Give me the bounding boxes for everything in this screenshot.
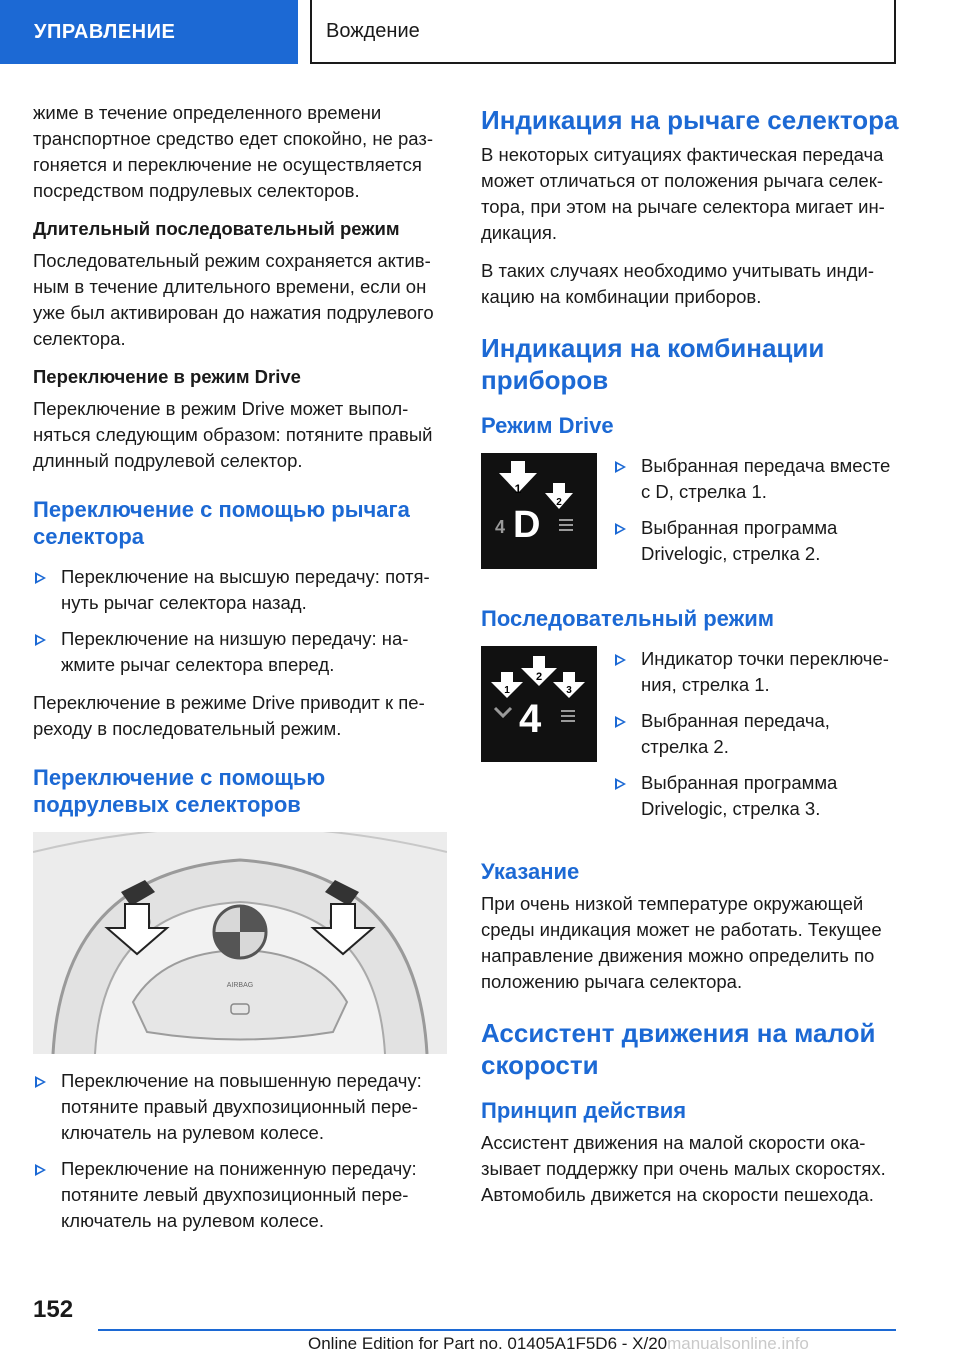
lever-heading: Переключение с помощью рычага селектора <box>33 497 410 549</box>
steering-wheel-icon <box>33 832 447 1054</box>
list-item-text: Выбранная передача вместе с D, стрелка 1. <box>641 455 891 502</box>
lever-note: Переключение в режиме Drive приводит к пе-реходу в последовательный режим. <box>33 692 425 739</box>
lever-indication-p2: В таких случаях необходимо учитывать инди-кацию на комбинации приборов. <box>481 260 875 307</box>
arrow-3-label: 3 <box>566 685 572 696</box>
triangle-bullet-icon <box>35 1164 46 1176</box>
drive-mode-row <box>481 453 901 577</box>
seq-mode-row <box>481 646 901 832</box>
triangle-bullet-icon <box>615 716 626 728</box>
drive-display-icon <box>481 453 597 569</box>
list-item-text: Переключение на пониженную передачу: потяните левый двухпозиционный пере-ключатель на рулевом колесе. <box>61 1158 417 1231</box>
drive-switch-paragraph: Переключение в режим Drive может выпол-няться следующим образом: потяните правый длинный подрулевой селектор. <box>33 398 433 471</box>
list-item <box>613 453 901 505</box>
watermark-text: manualsonline.info <box>667 1334 809 1353</box>
sequential-gear-number: 4 <box>519 697 542 741</box>
seq-mode-heading: Последовательный режим <box>481 606 774 631</box>
intro-paragraph: жиме в течение определенного времени транспортное средство едет спокойно, не раз-гоняется и переключение не осуществляется посредством подрулевых селекторов. <box>33 102 433 201</box>
arrow-1-label: 1 <box>504 685 510 696</box>
list-item <box>613 646 901 698</box>
list-item <box>613 708 901 760</box>
chapter-title: УПРАВЛЕНИЕ <box>34 20 176 43</box>
list-item <box>613 770 901 822</box>
seq-mode-list <box>613 646 901 832</box>
principle-heading: Принцип действия <box>481 1098 687 1123</box>
note-heading: Указание <box>481 859 580 884</box>
triangle-bullet-icon <box>35 634 46 646</box>
principle-paragraph: Ассистент движения на малой скорости ока-зывает поддержку при очень малых скоростях. Автомобиль движется на скорости пешехода. <box>481 1132 886 1205</box>
lever-indication-heading: Индикация на рычаге селектора <box>481 105 899 135</box>
list-item <box>33 1156 453 1234</box>
drive-mode-heading: Режим Drive <box>481 413 614 438</box>
page-number: 152 <box>33 1296 74 1323</box>
list-item <box>33 626 453 678</box>
triangle-bullet-icon <box>615 778 626 790</box>
list-item-text: Индикатор точки переключе-ния, стрелка 1. <box>641 648 889 695</box>
long-seq-heading: Длительный последовательный режим <box>33 218 400 239</box>
footer-edition <box>308 1334 809 1354</box>
paddle-list <box>33 1068 453 1234</box>
list-item-text: Переключение на низшую передачу: на-жмите рычаг селектора вперед. <box>61 628 409 675</box>
triangle-bullet-icon <box>615 461 626 473</box>
right-column <box>481 104 901 1220</box>
list-item <box>613 515 901 567</box>
arrow-2-label: 2 <box>556 497 562 508</box>
lever-indication-p1: В некоторых ситуациях фактическая передача может отличаться от положения рычага селек-тора, при этом на рычаге селектора мигает ин-дикация. <box>481 144 885 243</box>
drive-gear-letter: D <box>513 504 541 546</box>
current-gear-small: 4 <box>495 517 506 537</box>
list-item <box>33 1068 453 1146</box>
arrow-2-label: 2 <box>535 671 543 683</box>
triangle-bullet-icon <box>35 1076 46 1088</box>
sequential-display-icon <box>481 646 597 762</box>
note-paragraph: При очень низкой температуре окружающей среды индикация может не работать. Текущее направление движения можно определить по положению рычага селектора. <box>481 893 882 992</box>
drive-switch-heading: Переключение в режим Drive <box>33 366 301 387</box>
section-header <box>310 0 896 64</box>
section-title: Вождение <box>326 19 420 42</box>
triangle-bullet-icon <box>35 572 46 584</box>
triangle-bullet-icon <box>615 523 626 535</box>
steering-wheel-illustration <box>33 832 447 1054</box>
list-item-text: Переключение на повышенную передачу: потяните правый двухпозиционный пере-ключатель на рулевом колесе. <box>61 1070 422 1143</box>
list-item-text: Переключение на высшую передачу: потя-нуть рычаг селектора назад. <box>61 566 430 613</box>
list-item-text: Выбранная передача, стрелка 2. <box>641 710 830 757</box>
assist-heading: Ассистент движения на малой скорости <box>481 1018 876 1080</box>
chapter-tab <box>0 0 298 64</box>
arrow-1-label: 1 <box>514 482 522 496</box>
list-item-text: Выбранная программа Drivelogic, стрелка 3. <box>641 772 838 819</box>
drive-mode-display <box>481 453 597 569</box>
list-item <box>33 564 453 616</box>
long-seq-paragraph: Последовательный режим сохраняется актив-ным в течение длительного времени, если он уже был активирован до нажатия подрулевого селектора. <box>33 250 434 349</box>
list-item-text: Выбранная программа Drivelogic, стрелка 2. <box>641 517 838 564</box>
cluster-heading: Индикация на комбинации приборов <box>481 333 825 395</box>
airbag-label: AIRBAG <box>226 982 254 989</box>
lever-list <box>33 564 453 678</box>
edition-text: Online Edition for Part no. 01405A1F5D6 - X/20 <box>308 1334 668 1353</box>
triangle-bullet-icon <box>615 654 626 666</box>
seq-mode-display <box>481 646 597 762</box>
drive-mode-list <box>613 453 901 577</box>
left-column <box>33 100 453 1246</box>
footer-divider <box>98 1329 896 1331</box>
paddle-heading: Переключение с помощью подрулевых селекторов <box>33 765 326 817</box>
